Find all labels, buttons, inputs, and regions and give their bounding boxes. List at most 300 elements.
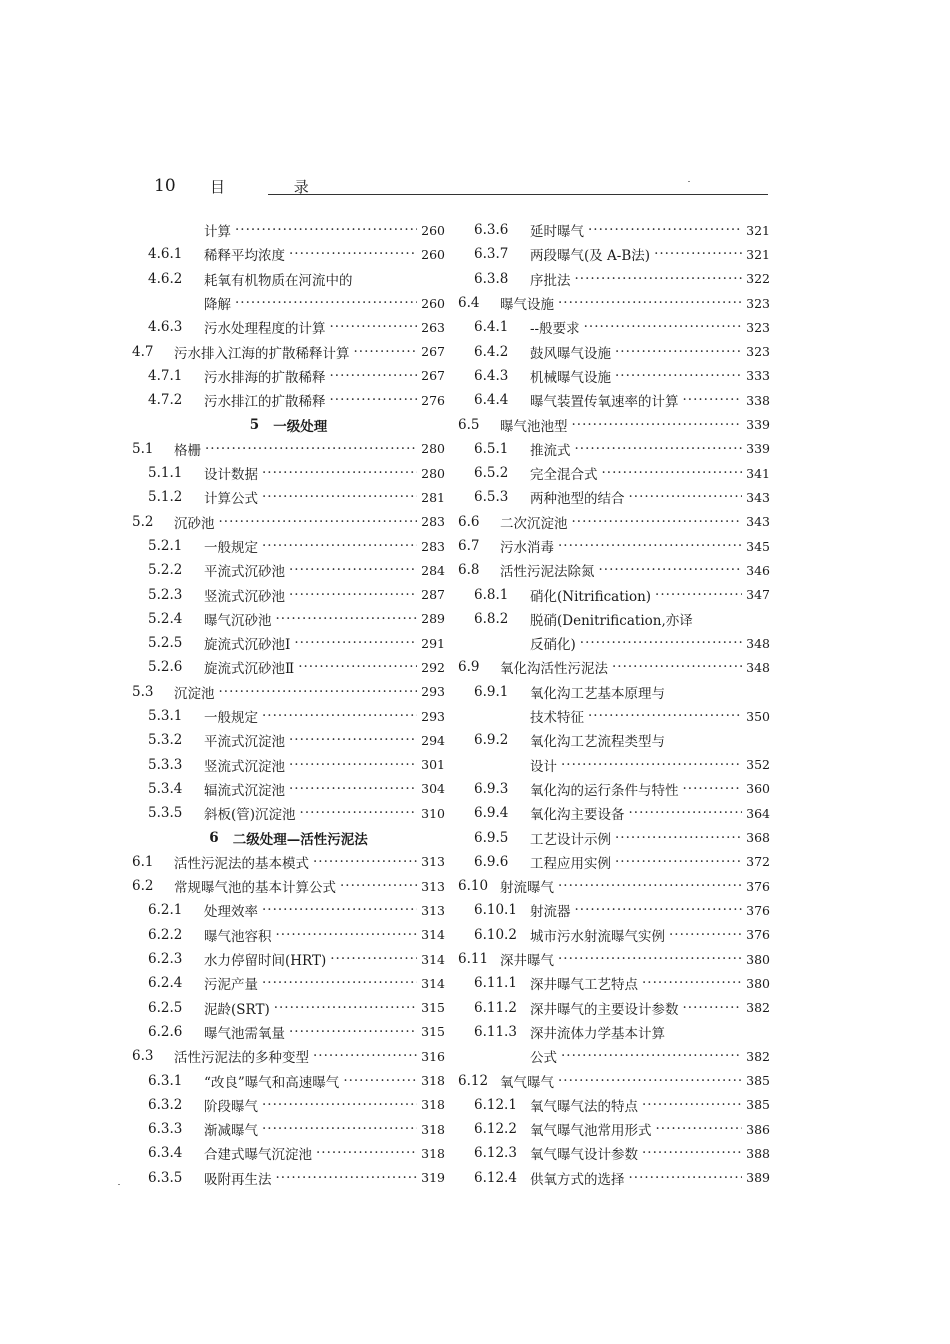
entry-number: 6.2.5 bbox=[148, 999, 183, 1016]
toc-entry[interactable] bbox=[458, 680, 770, 704]
entry-page: 341 bbox=[746, 465, 770, 481]
entry-title: 处理效率 bbox=[204, 904, 258, 921]
dot-leader bbox=[615, 830, 742, 846]
dot-leader bbox=[274, 1000, 417, 1016]
entry-number: 6.7 bbox=[458, 538, 480, 554]
dot-leader bbox=[262, 902, 417, 918]
entry-number: 4.7 bbox=[132, 343, 154, 360]
entry-title: 竖流式沉砂池 bbox=[204, 588, 285, 605]
toc-entry[interactable] bbox=[458, 996, 770, 1020]
entry-number: 6.9.4 bbox=[474, 805, 509, 822]
dot-leader bbox=[575, 902, 743, 918]
entry-title: 鼓风曝气设施 bbox=[530, 345, 611, 362]
dot-leader bbox=[340, 878, 417, 894]
entry-title: 常规曝气池的基本计算公式 bbox=[174, 880, 336, 897]
entry-page: 348 bbox=[746, 635, 770, 651]
entry-page: 260 bbox=[421, 246, 445, 262]
dot-leader bbox=[289, 246, 417, 262]
entry-page: 348 bbox=[746, 659, 770, 675]
entry-number: 6.3.4 bbox=[148, 1145, 183, 1162]
entry-number: 6.2.4 bbox=[148, 975, 183, 992]
toc-entry[interactable] bbox=[458, 242, 770, 266]
toc-entry[interactable] bbox=[132, 242, 445, 266]
entry-number: 5.1 bbox=[132, 440, 154, 457]
dot-leader bbox=[584, 319, 743, 335]
entry-title: 机械曝气设施 bbox=[530, 369, 611, 386]
entry-number: 6.2.6 bbox=[148, 1023, 183, 1040]
dot-leader bbox=[262, 1121, 417, 1137]
entry-title: 曝气沉砂池 bbox=[204, 612, 272, 629]
entry-page: 388 bbox=[746, 1145, 770, 1161]
entry-number: 6.3.3 bbox=[148, 1121, 183, 1138]
dot-leader bbox=[262, 1097, 417, 1113]
entry-page: 385 bbox=[746, 1073, 770, 1089]
entry-title: 曝气池需氧量 bbox=[204, 1025, 285, 1042]
entry-page: 350 bbox=[746, 708, 770, 724]
dot-leader bbox=[615, 344, 742, 360]
entry-title: 反硝化) bbox=[530, 637, 576, 654]
toc-entry[interactable] bbox=[458, 728, 770, 752]
dot-leader bbox=[572, 417, 743, 433]
entry-number: 6.5.1 bbox=[474, 440, 509, 457]
scan-speck bbox=[118, 1184, 120, 1185]
entry-number: 6.11.2 bbox=[474, 999, 517, 1016]
entry-title: 旋流式沉砂池Ⅱ bbox=[204, 661, 295, 678]
entry-title: 城市污水射流曝气实例 bbox=[530, 928, 665, 945]
entry-title: 沉砂池 bbox=[174, 515, 215, 532]
entry-number: 6.12 bbox=[458, 1072, 489, 1089]
entry-number: 6.5 bbox=[458, 416, 480, 433]
entry-title: 氧化沟工艺流程类型与 bbox=[530, 734, 665, 751]
entry-page: 276 bbox=[421, 392, 445, 408]
entry-title: 二级处理—活性污泥法 bbox=[232, 831, 368, 848]
entry-title: 氧气曝气 bbox=[500, 1074, 554, 1091]
entry-title: 稀释平均浓度 bbox=[204, 248, 285, 265]
toc-entry[interactable] bbox=[458, 898, 770, 922]
entry-page: 380 bbox=[746, 951, 770, 967]
toc-entry[interactable] bbox=[132, 680, 445, 704]
entry-title: 格栅 bbox=[174, 442, 201, 459]
toc-entry[interactable] bbox=[132, 1020, 445, 1044]
entry-number: 6.12.3 bbox=[474, 1145, 517, 1162]
dot-leader bbox=[572, 514, 743, 530]
dot-leader bbox=[294, 635, 417, 651]
entry-page: 343 bbox=[746, 514, 770, 530]
dot-leader bbox=[629, 805, 743, 821]
entry-page: 376 bbox=[746, 927, 770, 943]
entry-page: 322 bbox=[746, 271, 770, 287]
toc-entry[interactable] bbox=[132, 461, 445, 485]
toc-entry[interactable] bbox=[458, 1093, 770, 1117]
entry-number: 6.3.8 bbox=[474, 270, 509, 287]
toc-entry[interactable] bbox=[132, 874, 445, 898]
toc-entry[interactable] bbox=[132, 1166, 445, 1190]
toc-entry[interactable] bbox=[458, 801, 770, 825]
toc-entry[interactable] bbox=[458, 388, 770, 412]
toc-entry[interactable] bbox=[458, 1044, 770, 1068]
entry-title: 曝气装置传氧速率的计算 bbox=[530, 394, 679, 411]
toc-entry[interactable] bbox=[458, 607, 770, 631]
entry-page: 291 bbox=[421, 635, 445, 651]
entry-number: 5.2 bbox=[132, 513, 154, 530]
chapter-heading[interactable] bbox=[132, 825, 445, 849]
entry-number: 6.5.3 bbox=[474, 489, 509, 506]
entry-title: 硝化(Nitrification) bbox=[530, 588, 652, 605]
entry-page: 293 bbox=[421, 708, 445, 724]
entry-number: 6.3.5 bbox=[148, 1169, 183, 1186]
entry-number: 5.3.3 bbox=[148, 756, 183, 773]
entry-number: 6.9.1 bbox=[474, 683, 509, 700]
entry-number: 6.4 bbox=[458, 295, 480, 312]
entry-page: 386 bbox=[746, 1121, 770, 1137]
entry-number: 5.2.1 bbox=[148, 538, 183, 554]
toc-left-column bbox=[132, 218, 445, 1190]
entry-title: 耗氧有机物质在河流中的 bbox=[204, 272, 353, 289]
dot-leader bbox=[205, 441, 417, 457]
entry-page: 263 bbox=[421, 319, 445, 335]
entry-page: 313 bbox=[421, 902, 445, 918]
toc-entry[interactable] bbox=[132, 1044, 445, 1068]
entry-title: “改良”曝气和高速曝气 bbox=[204, 1074, 340, 1091]
dot-leader bbox=[343, 1073, 417, 1089]
entry-number: 5.1.1 bbox=[148, 465, 183, 482]
dot-leader bbox=[262, 975, 417, 991]
dot-leader bbox=[276, 1170, 418, 1186]
dot-leader bbox=[580, 635, 742, 651]
toc-entry[interactable] bbox=[458, 510, 770, 534]
entry-number: 5.3.2 bbox=[148, 732, 183, 749]
toc-entry[interactable] bbox=[132, 1141, 445, 1165]
entry-number: 6.3.7 bbox=[474, 246, 509, 263]
entry-page: 338 bbox=[746, 392, 770, 408]
toc-entry[interactable] bbox=[458, 485, 770, 509]
entry-number: 6.3.2 bbox=[148, 1096, 183, 1113]
entry-title: 氧气曝气设计参数 bbox=[530, 1147, 638, 1164]
toc-entry[interactable] bbox=[458, 971, 770, 995]
entry-page: 389 bbox=[746, 1170, 770, 1186]
toc-entry[interactable] bbox=[458, 1166, 770, 1190]
toc-entry[interactable] bbox=[132, 339, 445, 363]
toc-entry[interactable] bbox=[458, 947, 770, 971]
toc-entry[interactable] bbox=[132, 291, 445, 315]
entry-title: 设计 bbox=[530, 758, 557, 775]
entry-title: 深井曝气 bbox=[500, 953, 554, 970]
toc-entry[interactable] bbox=[132, 267, 445, 291]
toc-right-column bbox=[458, 218, 770, 1190]
entry-number: 5.3.4 bbox=[148, 780, 183, 797]
entry-title: 斜板(管)沉淀池 bbox=[204, 807, 296, 824]
entry-number: 6.3 bbox=[132, 1048, 154, 1065]
entry-page: 318 bbox=[421, 1145, 445, 1161]
toc-entry[interactable] bbox=[132, 898, 445, 922]
dot-leader bbox=[276, 611, 418, 627]
entry-title: --般要求 bbox=[530, 321, 580, 338]
toc-entry[interactable] bbox=[132, 971, 445, 995]
entry-number: 6.11.3 bbox=[474, 1023, 517, 1040]
entry-number: 6.9.5 bbox=[474, 829, 509, 846]
toc-entry[interactable] bbox=[132, 728, 445, 752]
entry-title: 曝气池池型 bbox=[500, 418, 568, 435]
dot-leader bbox=[289, 781, 417, 797]
entry-number: 5.3.1 bbox=[148, 708, 183, 725]
entry-page: 346 bbox=[746, 562, 770, 578]
entry-title: 活性污泥法的多种变型 bbox=[174, 1050, 309, 1067]
entry-number: 6.9 bbox=[458, 659, 480, 676]
entry-page: 289 bbox=[421, 611, 445, 627]
page-number: 10 bbox=[154, 176, 176, 196]
entry-title: 阶段曝气 bbox=[204, 1098, 258, 1115]
entry-number: 6.12.4 bbox=[474, 1169, 517, 1186]
dot-leader bbox=[575, 441, 743, 457]
toc-entry[interactable] bbox=[458, 558, 770, 582]
entry-page: 323 bbox=[746, 319, 770, 335]
entry-title: 脱硝(Denitrification,亦译 bbox=[530, 612, 693, 629]
toc-entry[interactable] bbox=[458, 339, 770, 363]
toc-entry[interactable] bbox=[132, 582, 445, 606]
toc-entry[interactable] bbox=[458, 534, 770, 558]
entry-title: 竖流式沉淀池 bbox=[204, 758, 285, 775]
entry-number: 6 bbox=[209, 829, 219, 846]
dot-leader bbox=[262, 489, 417, 505]
entry-page: 368 bbox=[746, 830, 770, 846]
entry-page: 318 bbox=[421, 1121, 445, 1137]
entry-title: 设计数据 bbox=[204, 467, 258, 484]
entry-page: 318 bbox=[421, 1073, 445, 1089]
entry-number: 6.3.6 bbox=[474, 222, 509, 239]
toc-entry[interactable] bbox=[132, 607, 445, 631]
toc-entry[interactable] bbox=[132, 655, 445, 679]
dot-leader bbox=[642, 1145, 742, 1161]
entry-page: 294 bbox=[421, 732, 445, 748]
entry-title: 氧气曝气池常用形式 bbox=[530, 1123, 652, 1140]
entry-title: 深井曝气工艺特点 bbox=[530, 977, 638, 994]
entry-page: 321 bbox=[746, 246, 770, 262]
toc-entry[interactable] bbox=[458, 218, 770, 242]
toc-entry[interactable] bbox=[132, 947, 445, 971]
entry-page: 323 bbox=[746, 295, 770, 311]
dot-leader bbox=[330, 368, 418, 384]
entry-number: 6.11.1 bbox=[474, 975, 517, 992]
toc-entry[interactable] bbox=[458, 777, 770, 801]
entry-title: 平流式沉淀池 bbox=[204, 734, 285, 751]
entry-number: 6.8.2 bbox=[474, 610, 509, 627]
toc-entry[interactable] bbox=[458, 1141, 770, 1165]
dot-leader bbox=[300, 805, 418, 821]
dot-leader bbox=[629, 1170, 743, 1186]
toc-entry[interactable] bbox=[458, 1117, 770, 1141]
toc-entry[interactable] bbox=[132, 218, 445, 242]
entry-number: 6.11 bbox=[458, 951, 489, 968]
dot-leader bbox=[298, 659, 417, 675]
entry-page: 385 bbox=[746, 1097, 770, 1113]
entry-page: 314 bbox=[421, 927, 445, 943]
entry-page: 372 bbox=[746, 854, 770, 870]
dot-leader bbox=[561, 1048, 742, 1064]
toc-entry[interactable] bbox=[458, 850, 770, 874]
entry-number: 6.1 bbox=[132, 853, 154, 870]
toc-entry[interactable] bbox=[132, 996, 445, 1020]
entry-page: 301 bbox=[421, 757, 445, 773]
entry-number: 5.3 bbox=[132, 683, 154, 700]
entry-number: 6.2.2 bbox=[148, 926, 183, 943]
toc-entry[interactable] bbox=[132, 801, 445, 825]
dot-leader bbox=[262, 708, 417, 724]
entry-title: 沉淀池 bbox=[174, 685, 215, 702]
entry-title: 一级处理 bbox=[273, 418, 328, 435]
dot-leader bbox=[313, 1048, 417, 1064]
entry-number: 5.2.5 bbox=[148, 635, 183, 652]
toc-entry[interactable] bbox=[458, 1068, 770, 1092]
dot-leader bbox=[289, 562, 417, 578]
toc-entry[interactable] bbox=[132, 704, 445, 728]
entry-title: 工艺设计示例 bbox=[530, 831, 611, 848]
dot-leader bbox=[615, 854, 742, 870]
entry-page: 339 bbox=[746, 417, 770, 433]
entry-number: 6.8 bbox=[458, 562, 480, 579]
entry-title: 公式 bbox=[530, 1050, 557, 1067]
entry-title: 辐流式沉淀池 bbox=[204, 782, 285, 799]
entry-title: 渐减曝气 bbox=[204, 1123, 258, 1140]
toc-entry[interactable] bbox=[458, 437, 770, 461]
toc-entry[interactable] bbox=[458, 315, 770, 339]
chapter-heading[interactable] bbox=[132, 412, 445, 436]
entry-number: 6.12.1 bbox=[474, 1096, 517, 1113]
toc-entry[interactable] bbox=[132, 1093, 445, 1117]
toc-entry[interactable] bbox=[458, 267, 770, 291]
dot-leader bbox=[330, 319, 418, 335]
entry-page: 280 bbox=[421, 441, 445, 457]
dot-leader bbox=[289, 732, 417, 748]
dot-leader bbox=[289, 587, 417, 603]
toc-entry[interactable] bbox=[458, 461, 770, 485]
entry-title: 污水消毒 bbox=[500, 540, 554, 556]
entry-number: 6.2.1 bbox=[148, 902, 183, 919]
entry-page: 283 bbox=[421, 538, 445, 554]
entry-number: 4.6.1 bbox=[148, 246, 183, 263]
toc-entry[interactable] bbox=[132, 1117, 445, 1141]
toc-entry[interactable] bbox=[458, 364, 770, 388]
dot-leader bbox=[655, 587, 742, 603]
entry-page: 313 bbox=[421, 854, 445, 870]
entry-title: 氧化沟主要设备 bbox=[530, 807, 625, 824]
entry-page: 360 bbox=[746, 781, 770, 797]
entry-page: 345 bbox=[746, 538, 770, 554]
dot-leader bbox=[642, 1097, 742, 1113]
dot-leader bbox=[289, 1024, 417, 1040]
entry-page: 293 bbox=[421, 684, 445, 700]
toc-entry[interactable] bbox=[132, 631, 445, 655]
toc-entry[interactable] bbox=[132, 753, 445, 777]
toc-entry[interactable] bbox=[458, 923, 770, 947]
toc-entry[interactable] bbox=[458, 291, 770, 315]
page-header bbox=[148, 168, 768, 198]
toc-entry[interactable] bbox=[132, 777, 445, 801]
dot-leader bbox=[316, 1145, 417, 1161]
dot-leader bbox=[219, 684, 418, 700]
toc-entry[interactable] bbox=[458, 582, 770, 606]
toc-entry[interactable] bbox=[132, 850, 445, 874]
entry-title: 两种池型的结合 bbox=[530, 491, 625, 508]
dot-leader bbox=[262, 465, 417, 481]
entry-page: 304 bbox=[421, 781, 445, 797]
entry-title: 推流式 bbox=[530, 442, 571, 459]
entry-number: 6.10.2 bbox=[474, 926, 517, 943]
dot-leader bbox=[683, 392, 743, 408]
entry-number: 5.2.3 bbox=[148, 586, 183, 603]
entry-page: 315 bbox=[421, 1024, 445, 1040]
toc-entry[interactable] bbox=[132, 485, 445, 509]
toc-entry[interactable] bbox=[132, 510, 445, 534]
toc-entry[interactable] bbox=[132, 364, 445, 388]
dot-leader bbox=[289, 757, 417, 773]
entry-number: 4.7.2 bbox=[148, 392, 183, 409]
toc-entry[interactable] bbox=[458, 412, 770, 436]
dot-leader bbox=[642, 975, 742, 991]
entry-number: 5.1.2 bbox=[148, 489, 183, 506]
toc-entry[interactable] bbox=[132, 558, 445, 582]
entry-title: 深井曝气的主要设计参数 bbox=[530, 1001, 679, 1018]
dot-leader bbox=[683, 781, 743, 797]
entry-number: 6.4.3 bbox=[474, 367, 509, 384]
entry-number: 6.4.2 bbox=[474, 343, 509, 360]
entry-title: 污水排海的扩散稀释 bbox=[204, 369, 326, 386]
entry-title: 活性污泥法的基本模式 bbox=[174, 855, 309, 872]
toc-entry[interactable] bbox=[132, 388, 445, 412]
entry-number: 5.3.5 bbox=[148, 805, 183, 822]
toc-entry[interactable] bbox=[458, 631, 770, 655]
entry-page: 292 bbox=[421, 659, 445, 675]
entry-number: 5.2.4 bbox=[148, 610, 183, 627]
toc-entry[interactable] bbox=[132, 315, 445, 339]
entry-number: 4.7.1 bbox=[148, 367, 183, 384]
running-title: 目 录 bbox=[210, 178, 341, 196]
toc-entry[interactable] bbox=[132, 534, 445, 558]
toc-entry[interactable] bbox=[458, 655, 770, 679]
entry-page: 382 bbox=[746, 1000, 770, 1016]
entry-page: 284 bbox=[421, 562, 445, 578]
toc-entry[interactable] bbox=[458, 704, 770, 728]
toc-entry[interactable] bbox=[458, 753, 770, 777]
toc-entry[interactable] bbox=[132, 923, 445, 947]
entry-number: 6.9.2 bbox=[474, 732, 509, 749]
entry-title: 合建式曝气沉淀池 bbox=[204, 1147, 312, 1164]
entry-title: 计算 bbox=[204, 224, 231, 241]
entry-number: 6.5.2 bbox=[474, 465, 509, 482]
entry-page: 287 bbox=[421, 587, 445, 603]
entry-page: 339 bbox=[746, 441, 770, 457]
entry-title: 水力停留时间(HRT) bbox=[204, 953, 327, 970]
entry-page: 314 bbox=[421, 975, 445, 991]
toc-entry[interactable] bbox=[132, 437, 445, 461]
dot-leader bbox=[575, 271, 743, 287]
dot-leader bbox=[561, 757, 742, 773]
entry-title: 氧化沟工艺基本原理与 bbox=[530, 685, 665, 702]
entry-page: 382 bbox=[746, 1048, 770, 1064]
toc-entry[interactable] bbox=[458, 1020, 770, 1044]
entry-title: 氧化沟的运行条件与特性 bbox=[530, 782, 679, 799]
entry-page: 323 bbox=[746, 344, 770, 360]
dot-leader bbox=[262, 538, 417, 554]
entry-title: 技术特征 bbox=[530, 710, 584, 727]
entry-page: 267 bbox=[421, 368, 445, 384]
entry-title: 平流式沉砂池 bbox=[204, 564, 285, 581]
toc-entry[interactable] bbox=[458, 825, 770, 849]
toc-entry[interactable] bbox=[132, 1068, 445, 1092]
entry-page: 347 bbox=[746, 587, 770, 603]
entry-title: 完全混合式 bbox=[530, 467, 598, 484]
toc-entry[interactable] bbox=[458, 874, 770, 898]
dot-leader bbox=[683, 1000, 743, 1016]
